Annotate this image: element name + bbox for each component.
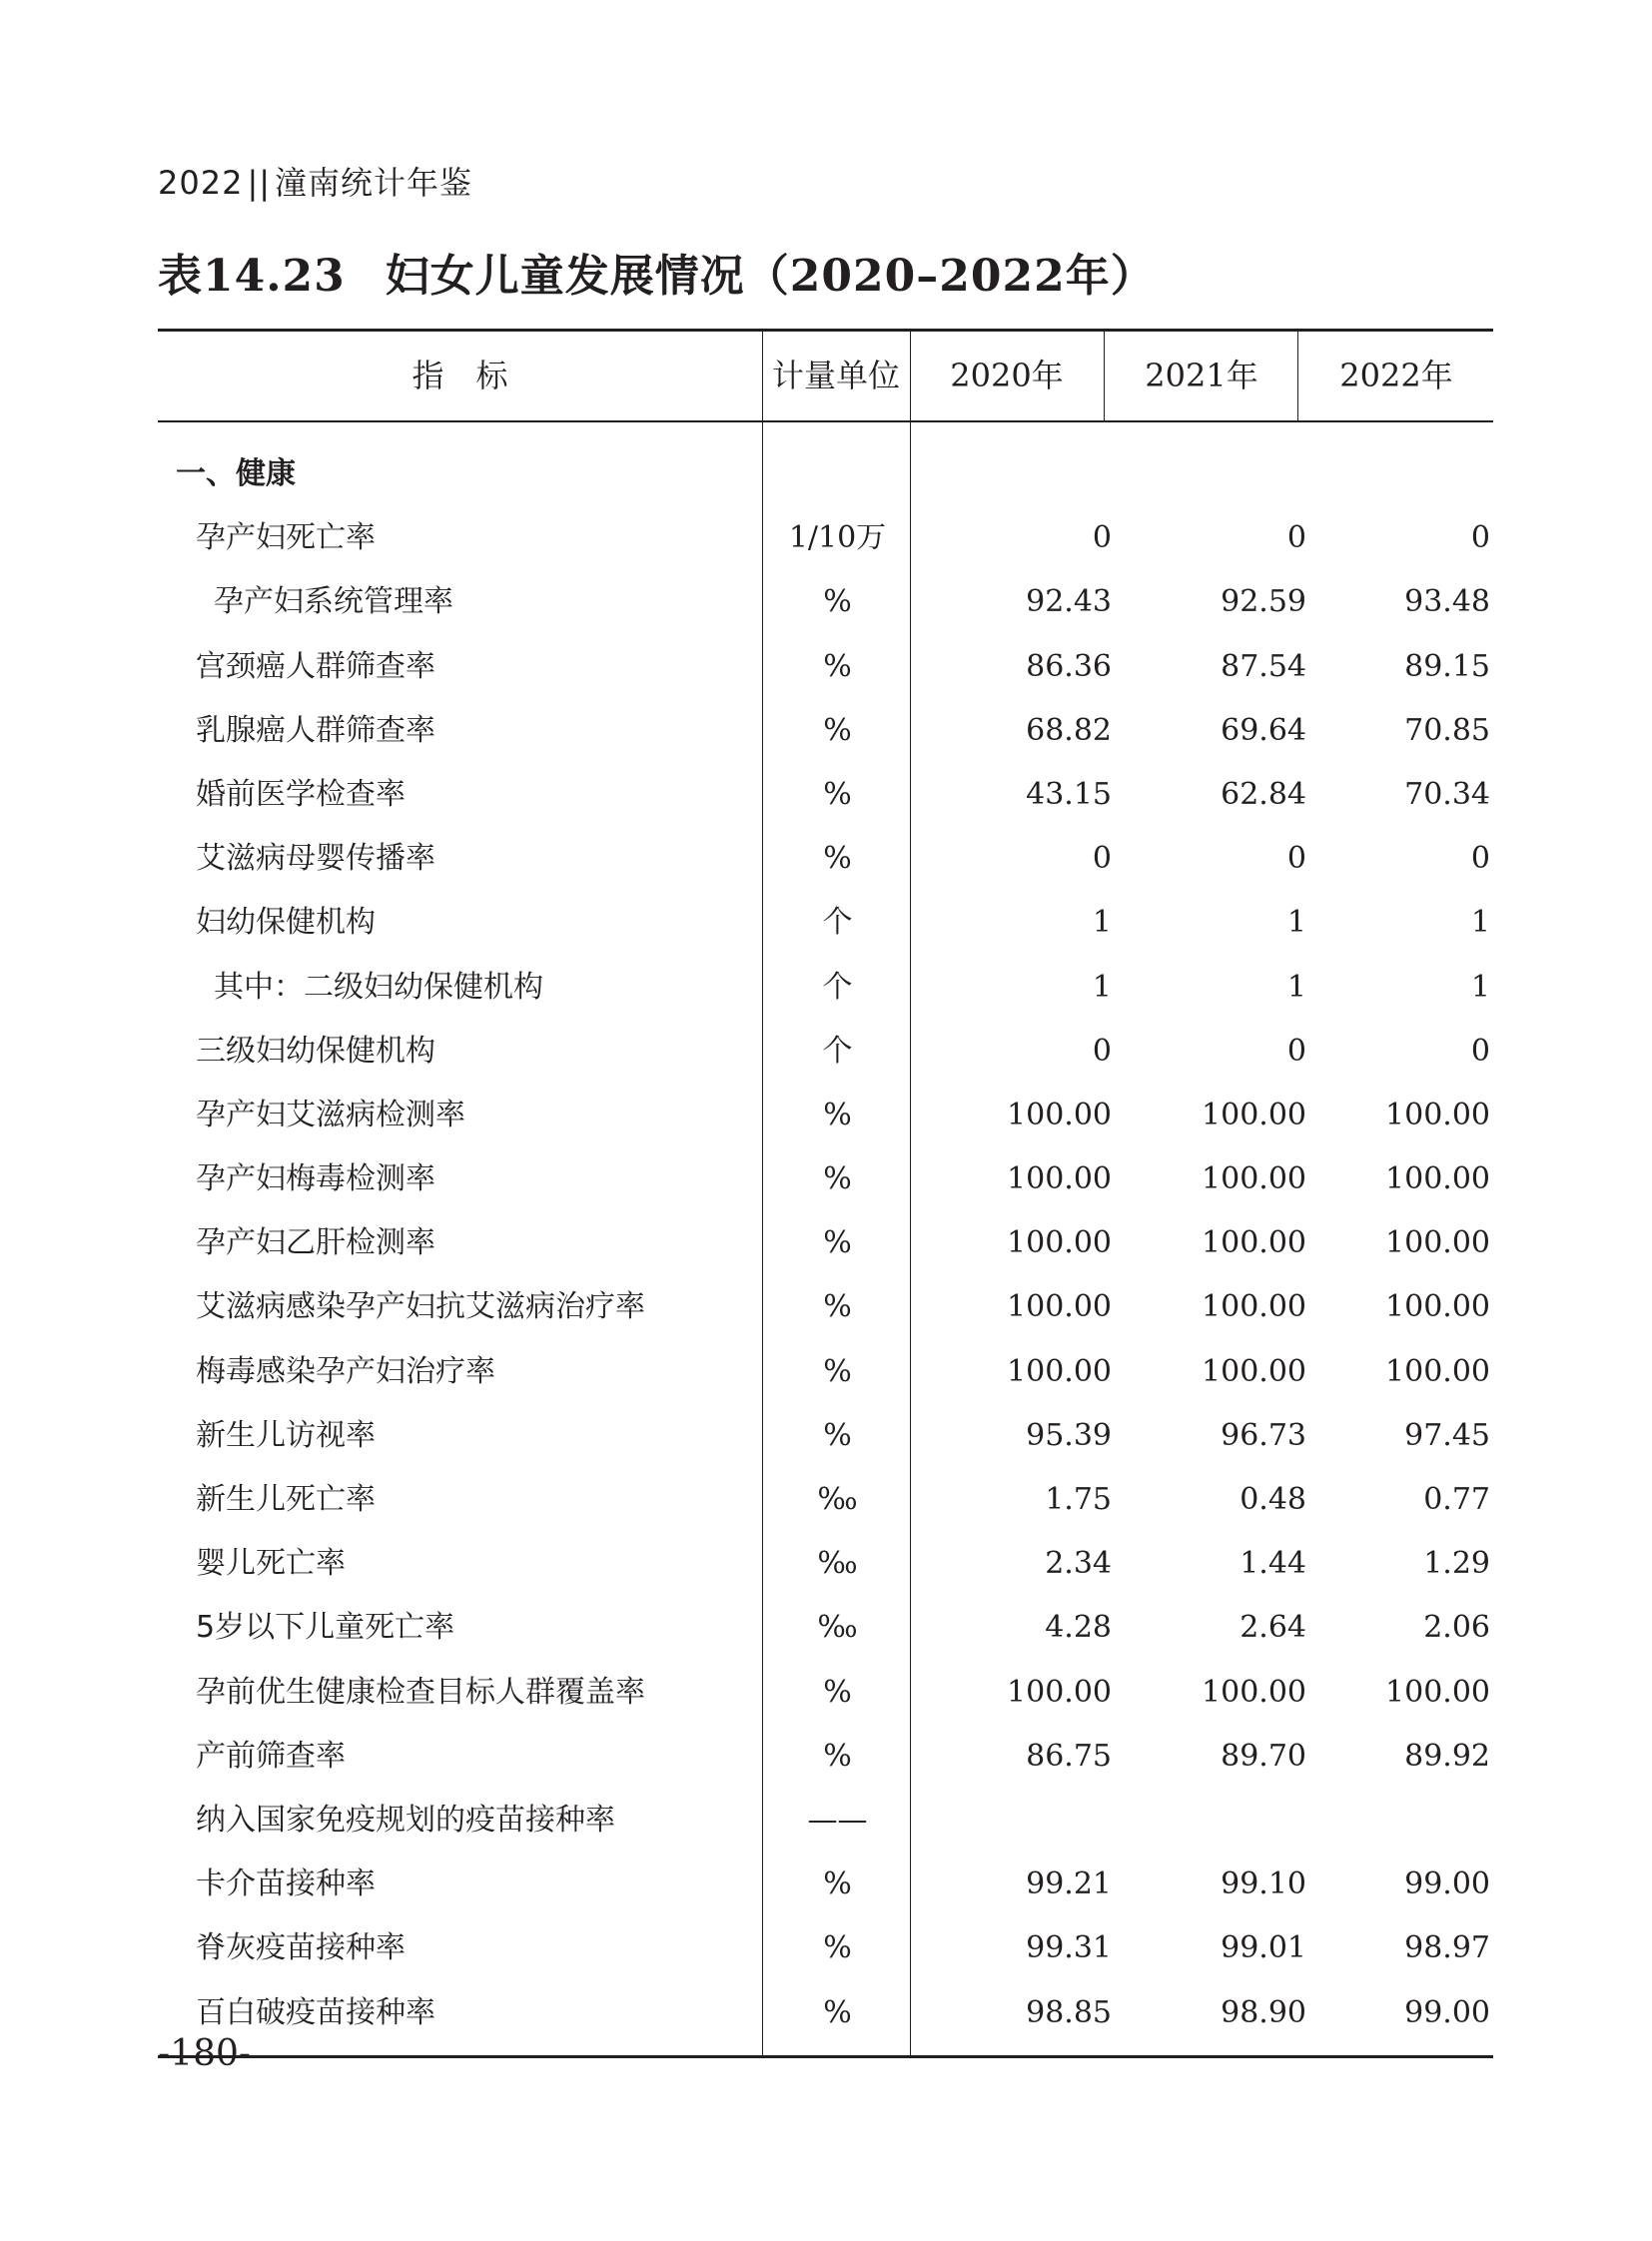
row-value-2021: 0 [1286,520,1306,556]
table-row [158,1084,1493,1147]
table-name: 妇女儿童发展情况（2020–2022年） [385,251,1156,302]
row-value-2021: 100.00 [1202,1225,1306,1261]
table-row [158,635,1493,699]
table-row [158,506,1493,570]
row-value-2020: 98.85 [1026,1994,1112,2030]
row-name: 纳入国家免疫规划的疫苗接种率 [196,1802,615,1838]
row-name: 婴儿死亡率 [196,1546,346,1582]
row-value-2021 [1107,442,1306,506]
running-head-separator: || [247,164,271,202]
row-name: 乳腺癌人群筛查率 [196,712,435,748]
row-unit: % [823,1289,852,1325]
table-row [158,1916,1493,1980]
row-value-2021: 0 [1286,841,1306,877]
row-value-2021: 1.44 [1239,1546,1306,1582]
row-unit: 1/10万 [788,520,887,556]
running-head-year: 2022 [158,164,244,202]
row-value-2022: 89.15 [1404,648,1490,684]
row-name: 新生儿死亡率 [196,1482,376,1517]
running-head-book: 潼南统计年鉴 [275,164,473,202]
row-name: 产前筛查率 [196,1738,346,1774]
row-value-2020 [912,442,1112,506]
page-number: -180- [158,2033,252,2074]
row-value-2022: 100.00 [1385,1674,1490,1710]
row-value-2021: 99.01 [1221,1930,1306,1966]
table-row [158,1853,1493,1916]
row-value-2022: 97.45 [1404,1417,1490,1453]
row-unit: ‰ [817,1482,858,1517]
table-row [158,827,1493,891]
row-value-2022: 2.06 [1423,1610,1490,1646]
row-unit: ‰ [817,1546,858,1582]
row-value-2020 [912,1789,1112,1853]
table-row [158,1661,1493,1725]
table-row [158,1404,1493,1468]
row-unit: % [823,1097,852,1132]
table-row [158,699,1493,763]
row-value-2022 [1300,1789,1490,1853]
row-name: 艾滋病母婴传播率 [196,841,435,877]
row-unit: % [823,1353,852,1389]
row-name: 三级妇幼保健机构 [196,1033,435,1069]
row-name: 宫颈癌人群筛查率 [196,648,435,684]
row-value-2020: 100.00 [1007,1161,1112,1197]
row-value-2022 [1300,442,1490,506]
table-row [158,442,1493,506]
row-value-2020: 1 [1092,905,1112,941]
row-name: 其中：二级妇幼保健机构 [214,969,543,1005]
row-value-2022: 100.00 [1385,1225,1490,1261]
row-value-2021: 1 [1286,969,1306,1005]
table-row [158,570,1493,634]
header-unit: 计量单位 [771,357,900,394]
row-unit: % [823,1161,852,1197]
row-value-2022: 100.00 [1385,1097,1490,1132]
row-value-2020: 100.00 [1007,1097,1112,1132]
table-row [158,1211,1493,1275]
row-unit: —— [807,1802,868,1838]
row-unit: % [823,776,852,812]
row-value-2020: 4.28 [1045,1610,1112,1646]
table-row [158,1725,1493,1789]
row-value-2020: 99.31 [1026,1930,1112,1966]
row-value-2022: 0 [1470,841,1490,877]
row-value-2020: 2.34 [1045,1546,1112,1582]
table-row [158,891,1493,955]
row-unit: % [823,584,852,620]
row-value-2020: 100.00 [1007,1225,1112,1261]
row-unit: % [823,1417,852,1453]
row-value-2020: 100.00 [1007,1353,1112,1389]
row-name: 妇幼保健机构 [196,905,376,941]
row-name: 艾滋病感染孕产妇抗艾滋病治疗率 [196,1289,645,1325]
table-row [158,1468,1493,1532]
row-unit [765,442,910,506]
row-unit: % [823,648,852,684]
row-name: 孕产妇梅毒检测率 [196,1161,435,1197]
row-name: 脊灰疫苗接种率 [196,1930,406,1966]
table-row [158,1340,1493,1404]
header-2020: 2020年 [950,357,1064,394]
row-name: 孕产妇系统管理率 [214,584,453,620]
row-unit: % [823,1867,852,1902]
row-name: 百白破疫苗接种率 [196,1994,435,2030]
row-unit: % [823,712,852,748]
row-value-2022: 1.29 [1423,1546,1490,1582]
row-value-2021: 0 [1286,1033,1306,1069]
row-unit: % [823,1994,852,2030]
row-value-2022: 93.48 [1404,584,1490,620]
row-value-2022: 89.92 [1404,1738,1490,1774]
table-row [158,1275,1493,1339]
table-row [158,1596,1493,1660]
row-value-2021: 98.90 [1221,1994,1306,2030]
row-value-2020: 1 [1092,969,1112,1005]
row-value-2020: 43.15 [1026,776,1112,812]
table-body [158,422,1493,2055]
row-value-2021: 100.00 [1202,1289,1306,1325]
row-unit: % [823,1930,852,1966]
row-value-2021: 69.64 [1221,712,1306,748]
row-value-2020: 100.00 [1007,1674,1112,1710]
row-name: 5岁以下儿童死亡率 [196,1610,455,1646]
header-2022: 2022年 [1297,332,1494,420]
table-number: 表14.23 [158,251,346,302]
row-name: 孕产妇艾滋病检测率 [196,1097,465,1132]
row-value-2022: 1 [1470,969,1490,1005]
row-unit: 个 [822,969,853,1005]
header-indicator: 指 标 [412,357,508,394]
row-value-2022: 0 [1470,1033,1490,1069]
row-value-2020: 86.75 [1026,1738,1112,1774]
row-value-2022: 1 [1470,905,1490,941]
row-value-2022: 100.00 [1385,1353,1490,1389]
row-value-2022: 100.00 [1385,1161,1490,1197]
table-title [158,240,1156,304]
row-value-2021 [1107,1789,1306,1853]
row-value-2020: 0 [1092,841,1112,877]
row-value-2022: 99.00 [1404,1867,1490,1902]
row-value-2022: 0 [1470,520,1490,556]
table-header [158,332,1493,422]
row-value-2021: 1 [1286,905,1306,941]
table-row [158,1981,1493,2045]
row-value-2021: 96.73 [1221,1417,1306,1453]
row-name: 孕产妇乙肝检测率 [196,1225,435,1261]
table-row [158,1789,1493,1853]
row-value-2021: 89.70 [1221,1738,1306,1774]
row-name: 孕前优生健康检查目标人群覆盖率 [196,1674,645,1710]
row-value-2021: 99.10 [1221,1867,1306,1902]
row-name: 一、健康 [176,456,296,491]
header-2021: 2021年 [1104,332,1298,420]
row-unit: 个 [822,1033,853,1069]
table-row [158,1147,1493,1211]
row-value-2021: 100.00 [1202,1097,1306,1132]
row-value-2020: 1.75 [1045,1482,1112,1517]
row-value-2021: 62.84 [1221,776,1306,812]
row-value-2020: 95.39 [1026,1417,1112,1453]
row-value-2021: 92.59 [1221,584,1306,620]
row-value-2022: 98.97 [1404,1930,1490,1966]
row-value-2021: 100.00 [1202,1353,1306,1389]
data-table [158,329,1493,2058]
row-value-2020: 92.43 [1026,584,1112,620]
row-unit: % [823,1225,852,1261]
row-value-2021: 87.54 [1221,648,1306,684]
table-row [158,1532,1493,1596]
row-unit: % [823,1738,852,1774]
running-head [158,158,472,204]
row-value-2022: 70.34 [1404,776,1490,812]
row-unit: % [823,1674,852,1710]
row-value-2022: 0.77 [1423,1482,1490,1517]
row-value-2021: 2.64 [1239,1610,1306,1646]
row-unit: % [823,841,852,877]
row-value-2022: 100.00 [1385,1289,1490,1325]
row-unit: 个 [822,905,853,941]
row-value-2022: 70.85 [1404,712,1490,748]
row-value-2021: 100.00 [1202,1161,1306,1197]
row-name: 卡介苗接种率 [196,1867,376,1902]
row-value-2022: 99.00 [1404,1994,1490,2030]
row-name: 梅毒感染孕产妇治疗率 [196,1353,495,1389]
table-row [158,1020,1493,1084]
row-value-2020: 100.00 [1007,1289,1112,1325]
table-row [158,956,1493,1020]
row-value-2020: 68.82 [1026,712,1112,748]
table-row [158,763,1493,827]
row-value-2020: 0 [1092,520,1112,556]
row-unit: ‰ [817,1610,858,1646]
row-name: 孕产妇死亡率 [196,520,376,556]
row-name: 婚前医学检查率 [196,776,406,812]
row-value-2020: 0 [1092,1033,1112,1069]
row-value-2021: 0.48 [1239,1482,1306,1517]
row-value-2020: 99.21 [1026,1867,1112,1902]
row-name: 新生儿访视率 [196,1417,376,1453]
row-value-2020: 86.36 [1026,648,1112,684]
row-value-2021: 100.00 [1202,1674,1306,1710]
